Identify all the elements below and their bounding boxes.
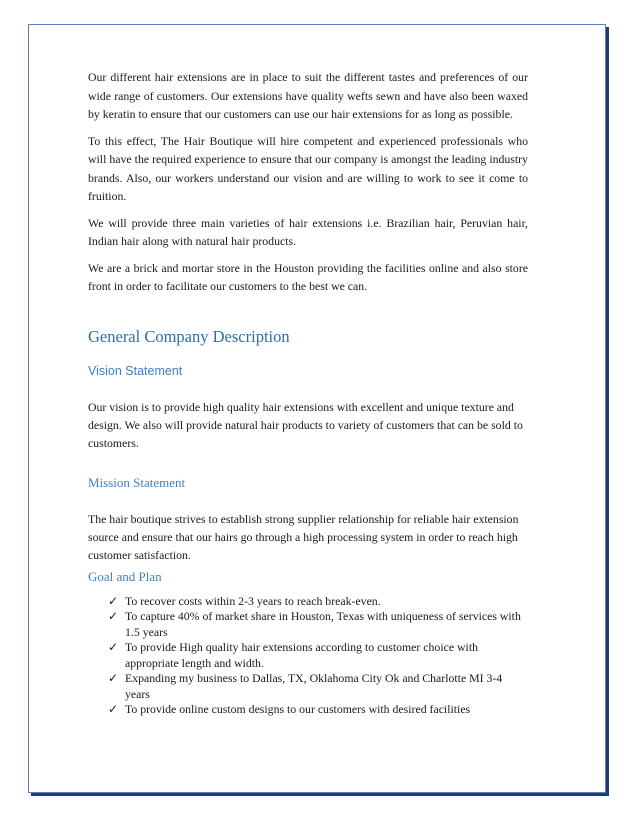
intro-paragraph-2: To this effect, The Hair Boutique will hire competent and experienced professionals who will have the required experience to ensure that our company is amongst the leading industry brands. Also, our workers understand our vision and are willing to work to see it come to fruition.	[88, 133, 528, 203]
intro-paragraph-4: We are a brick and mortar store in the Houston providing the facilities online and also store front in order to facilitate our customers to the best we can.	[88, 260, 528, 293]
checkmark-icon: ✓	[108, 640, 119, 654]
checkmark-icon: ✓	[108, 609, 119, 623]
list-item: ✓ To capture 40% of market share in Houston, Texas with uniqueness of services with 1.5 years	[108, 609, 521, 639]
checkmark-icon: ✓	[108, 671, 119, 685]
list-item: ✓ To recover costs within 2-3 years to reach break-even.	[108, 593, 381, 608]
document-body	[88, 68, 528, 718]
goal-heading: Goal and Plan	[88, 568, 162, 584]
mission-text: The hair boutique strives to establish strong supplier relationship for reliable hair extension source and ensure that our hairs go through a high processing system in order to reach high customer satisfaction.	[88, 511, 519, 562]
mission-heading: Mission Statement	[88, 474, 186, 490]
intro-paragraph-1: Our different hair extensions are in place to suit the different tastes and preferences of our wide range of customers. Our extensions have quality wefts sewn and have also been waxed by keratin to ensure that our customers can use our hair extensions for as long as possible.	[88, 70, 528, 121]
list-item: ✓ To provide online custom designs to our customers with desired facilities	[108, 702, 471, 716]
list-item: ✓ Expanding my business to Dallas, TX, Oklahoma City Ok and Charlotte MI 3-4 years	[108, 671, 503, 701]
goal-list	[88, 594, 528, 718]
checkmark-icon: ✓	[108, 702, 119, 716]
vision-heading: Vision Statement	[88, 363, 183, 378]
list-item: ✓ To provide High quality hair extensions according to customer choice with appropriate length and width.	[108, 640, 478, 670]
checkmark-icon: ✓	[108, 593, 119, 608]
intro-paragraph-3: We will provide three main varieties of hair extensions i.e. Brazilian hair, Peruvian hair, Indian hair along with natural hair products.	[88, 215, 528, 248]
vision-text: Our vision is to provide high quality hair extensions with excellent and unique texture and design. We also will provide natural hair products to variety of customers that can be sold to customers.	[88, 399, 523, 450]
general-company-heading: General Company Description	[88, 326, 290, 346]
